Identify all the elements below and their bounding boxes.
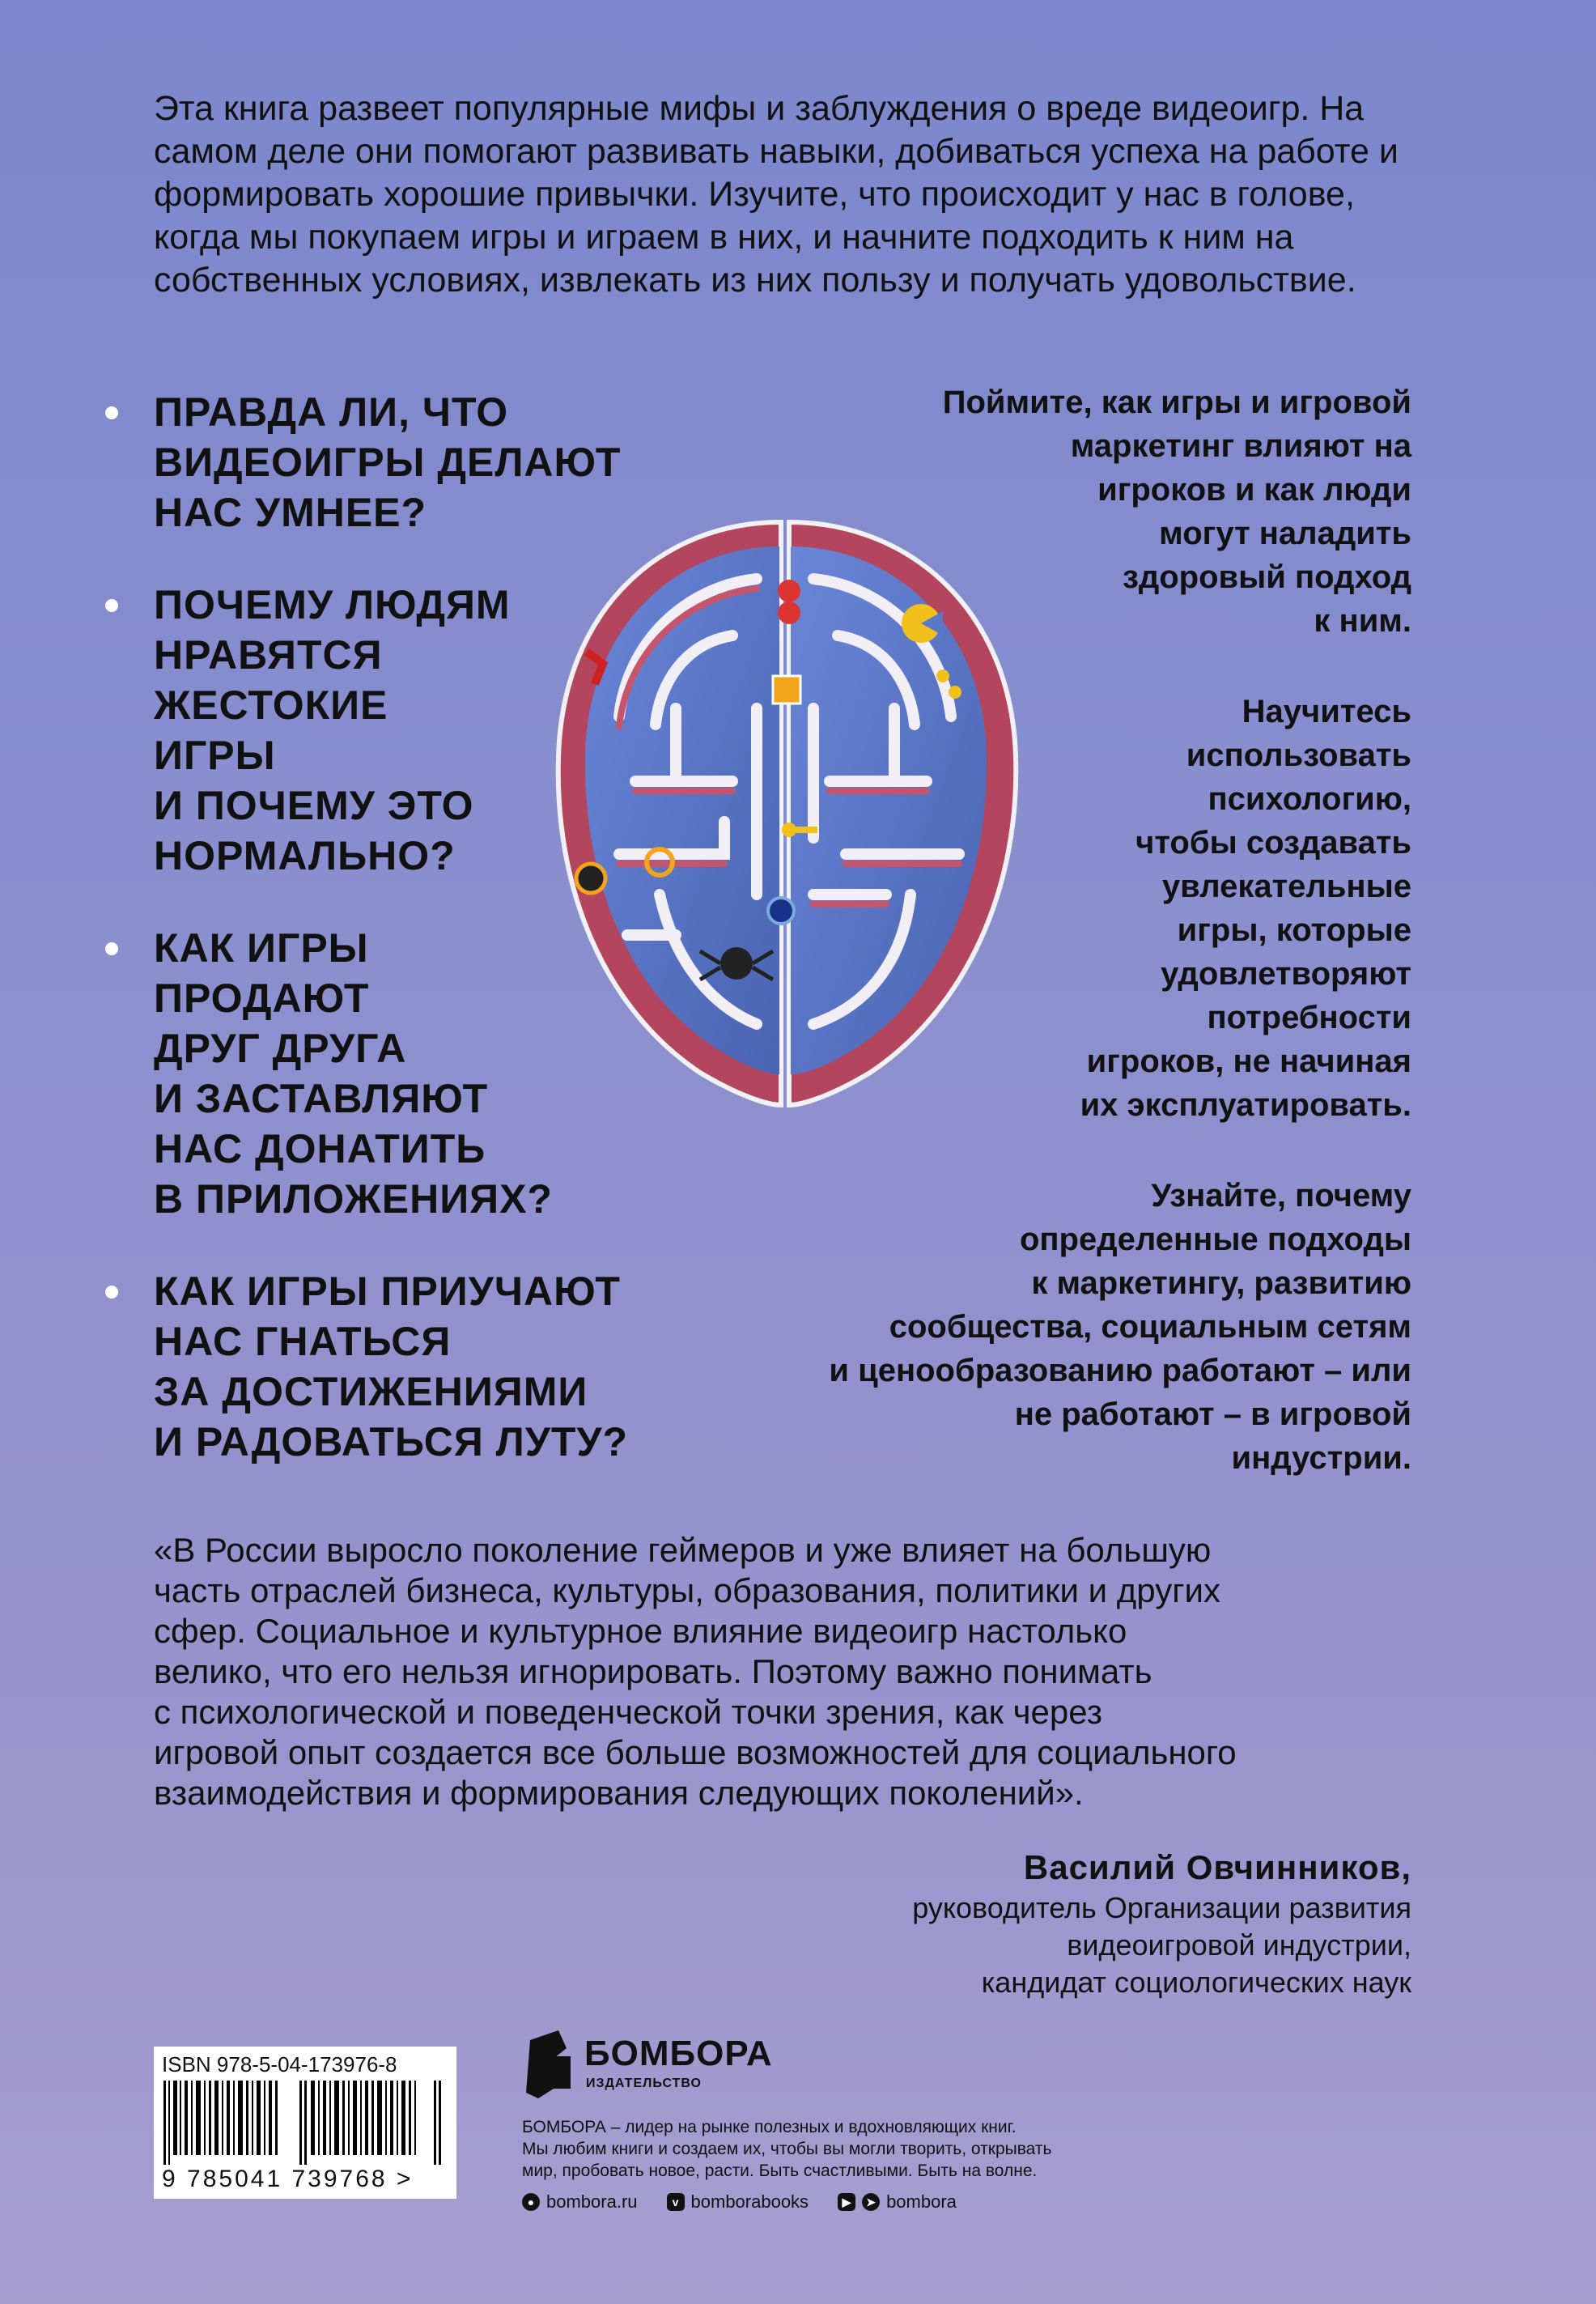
publisher-subtitle: ИЗДАТЕЛЬСТВО: [586, 2077, 702, 2090]
quote-author: [683, 1846, 1411, 2001]
isbn-label: ISBN 978-5-04-173976-8: [162, 2052, 397, 2077]
globe-icon: ●: [522, 2193, 540, 2211]
endorsement-quote: «В России выросло поколение геймеров и уже влияет на большую часть отраслей бизнеса, культуры, образования, политики и других сфер. Социальное и культурное влияние видеоигр настолько велико, что его нельзя игнорировать. Поэтому важно понимать с психологической и поведенческой точки зрения, как через игровой опыт создается все больше возможностей для социального взаимодействия и формирования следующих поколений».: [154, 1531, 1237, 1812]
question-text: КАК ИГРЫ ПРИУЧАЮТ НАС ГНАТЬСЯ ЗА ДОСТИЖЕНИЯМИ И РАДОВАТЬСЯ ЛУТУ?: [154, 1269, 629, 1464]
social-label: bombora.ru: [546, 2191, 638, 2212]
social-link-vk[interactable]: [667, 2191, 809, 2213]
bullet-icon: [105, 1286, 118, 1299]
social-link-telegram[interactable]: [838, 2191, 957, 2213]
author-name: Василий Овчинников,: [1023, 1848, 1411, 1886]
bullet-icon: [105, 406, 118, 419]
list-item: [105, 1266, 688, 1467]
bullet-icon: [105, 599, 118, 612]
author-title: руководитель Организации развития видеоигровой индустрии, кандидат социологических наук: [912, 1891, 1411, 1999]
intro-text: Эта книга развеет популярные мифы и заблуждения о вреде видеоигр. На самом деле они помогают развивать навыки, добиваться успеха на работе и формировать хорошие привычки. Изучите, что происходит у нас в голове, когда мы покупаем игры и играем в них, и начните подходить к ним на собственных условиях, извлекать из них пользу и получать удовольствие.: [154, 89, 1399, 300]
social-label: bombora: [886, 2191, 957, 2212]
vk-icon: v: [667, 2193, 685, 2211]
question-text: ПРАВДА ЛИ, ЧТО ВИДЕОИГРЫ ДЕЛАЮТ НАС УМНЕЕ?: [154, 389, 622, 535]
publisher-description: БОМБОРА – лидер на рынке полезных и вдохновляющих книг. Мы любим книги и создаем их, чтобы вы могли творить, открывать мир, пробовать новое, расти. Быть счастливыми. Быть на волне.: [522, 2118, 1052, 2180]
barcode-icon: [162, 2081, 448, 2165]
isbn-barcode: [154, 2047, 456, 2199]
publisher-socials: [522, 2191, 957, 2213]
publisher-name: БОМБОРА: [584, 2034, 773, 2073]
barcode-number: 9 785041 739768 >: [162, 2166, 414, 2192]
question-text: ПОЧЕМУ ЛЮДЯМ НРАВЯТСЯ ЖЕСТОКИЕ ИГРЫ И ПОЧЕМУ ЭТО НОРМАЛЬНО?: [154, 582, 511, 878]
benefit-paragraph: Научитесь использовать психологию, чтобы создавать увлекательные игры, которые удовлетворяют потребности игроков, не начиная их эксплуатировать.: [1080, 694, 1411, 1123]
social-link-site[interactable]: [522, 2191, 638, 2213]
telegram-icon: ➤: [862, 2193, 880, 2211]
benefit-paragraph: Узнайте, почему определенные подходы к маркетингу, развитию сообщества, социальным сетям и ценообразованию работают – или не работают – в игровой индустрии.: [829, 1178, 1411, 1476]
youtube-icon: ▶: [838, 2193, 855, 2211]
benefit-paragraph: Поймите, как игры и игровой маркетинг влияют на игроков и как люди могут наладить здоровый подход к ним.: [942, 385, 1411, 639]
social-label: bomborabooks: [690, 2191, 809, 2212]
brain-maze-illustration: [538, 514, 1032, 1113]
question-text: КАК ИГРЫ ПРОДАЮТ ДРУГ ДРУГА И ЗАСТАВЛЯЮТ НАС ДОНАТИТЬ В ПРИЛОЖЕНИЯХ?: [154, 925, 553, 1222]
bullet-icon: [105, 942, 118, 955]
